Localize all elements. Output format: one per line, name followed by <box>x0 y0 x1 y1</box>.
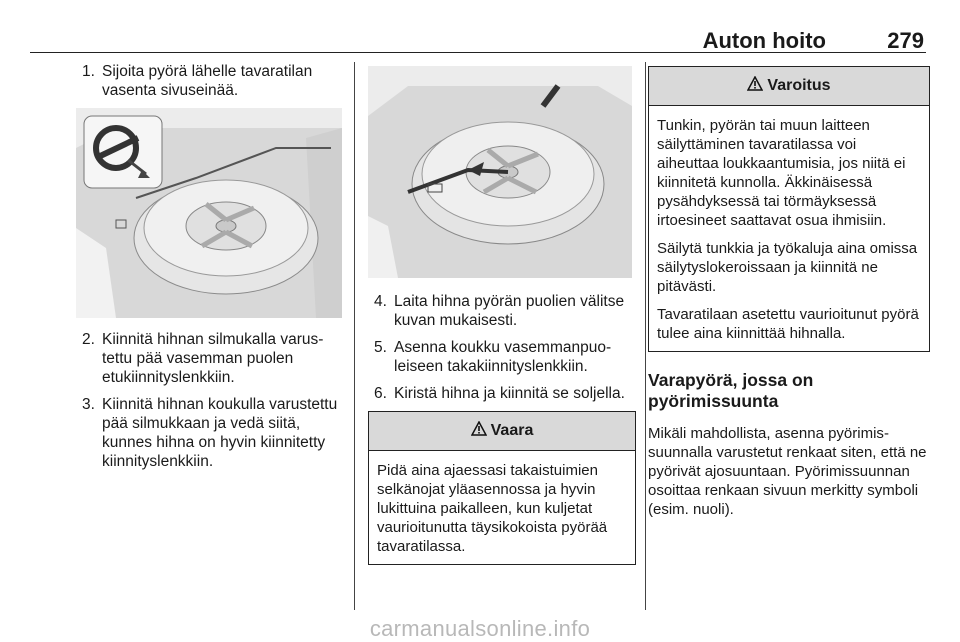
warning-paragraph-1: Tunkin, pyörän tai muun laitteen säilyttäminen tavaratilassa voi aiheuttaa loukkaantumisia, jos niitä ei kiinnitetä kunnolla. Äkkinäisessä pysähdyksessä tai törmäyksessä irtoesineet saattavat osua ihmisiin. <box>657 117 906 229</box>
warning-triangle-icon <box>471 421 487 441</box>
section-title: Auton hoito <box>702 28 826 53</box>
step-4: 4. Laita hihna pyörän puolien välitse kuvan mukaisesti. <box>374 293 625 329</box>
danger-box-body <box>369 451 635 564</box>
steps-list-2 <box>76 330 344 471</box>
danger-title: Vaara <box>490 422 534 439</box>
danger-box-header <box>369 412 635 451</box>
warning-box-header <box>649 67 929 106</box>
watermark: carmanualsonline.info <box>369 616 591 641</box>
step-3: 3. Kiinnitä hihnan koukulla varustettu pää silmukkaan ja vedä siitä, kunnes hihna on hyvin kiinnitetty kiinnityslenkkiin. <box>82 396 338 470</box>
warning-box-body <box>649 106 929 351</box>
column-divider-1 <box>354 62 355 610</box>
steps-list-1 <box>76 62 344 100</box>
page-header <box>30 22 926 53</box>
step-5: 5. Asenna koukku vasemmanpuoleiseen takakiinnityslenkkiin. <box>374 339 612 375</box>
spare-wheel-illustration-2 <box>368 66 632 278</box>
warning-triangle-icon <box>747 76 763 96</box>
body-paragraph: Mikäli mahdollista, asenna pyörimissuunnalla varustetut renkaat siten, että ne pyörivät ajosuuntaan. Pyörimissuunnan osoittaa renkaan sivuun merkitty symboli (esim. nuoli). <box>648 425 927 518</box>
warning-paragraph-3: Tavaratilaan asetettu vaurioitunut pyörä tulee aina kiinnittää hihnalla. <box>657 306 919 342</box>
column-3 <box>648 62 930 519</box>
spare-wheel-illustration-1 <box>76 108 342 318</box>
subheading: Varapyörä, jossa on pyörimissuunta <box>648 370 814 411</box>
page-number: 279 <box>887 28 924 53</box>
column-divider-2 <box>645 62 646 610</box>
steps-list-3 <box>368 292 636 403</box>
step-6: 6. Kiristä hihna ja kiinnitä se soljella. <box>374 385 625 402</box>
step-1: 1. Sijoita pyörä lähelle tavaratilan vasenta sivuseinää. <box>82 63 313 99</box>
danger-text: Pidä aina ajaessasi takaistuimien selkänojat yläasennossa ja hyvin lukittuina paikalleen, kun kuljetat vaurioitunutta täysikokoista pyörää tavaratilassa. <box>377 462 608 555</box>
danger-box <box>368 411 636 565</box>
column-1 <box>76 62 344 479</box>
warning-paragraph-2: Säilytä tunkkia ja työkaluja aina omissa säilytyslokeroissaan ja kiinnitä ne pitävästi. <box>657 240 918 295</box>
step-2: 2. Kiinnitä hihnan silmukalla varustettu pää vasemman puolen etukiinnityslenkkiin. <box>82 331 324 386</box>
warning-box <box>648 66 930 352</box>
warning-title: Varoitus <box>767 77 831 94</box>
column-2 <box>368 62 636 565</box>
